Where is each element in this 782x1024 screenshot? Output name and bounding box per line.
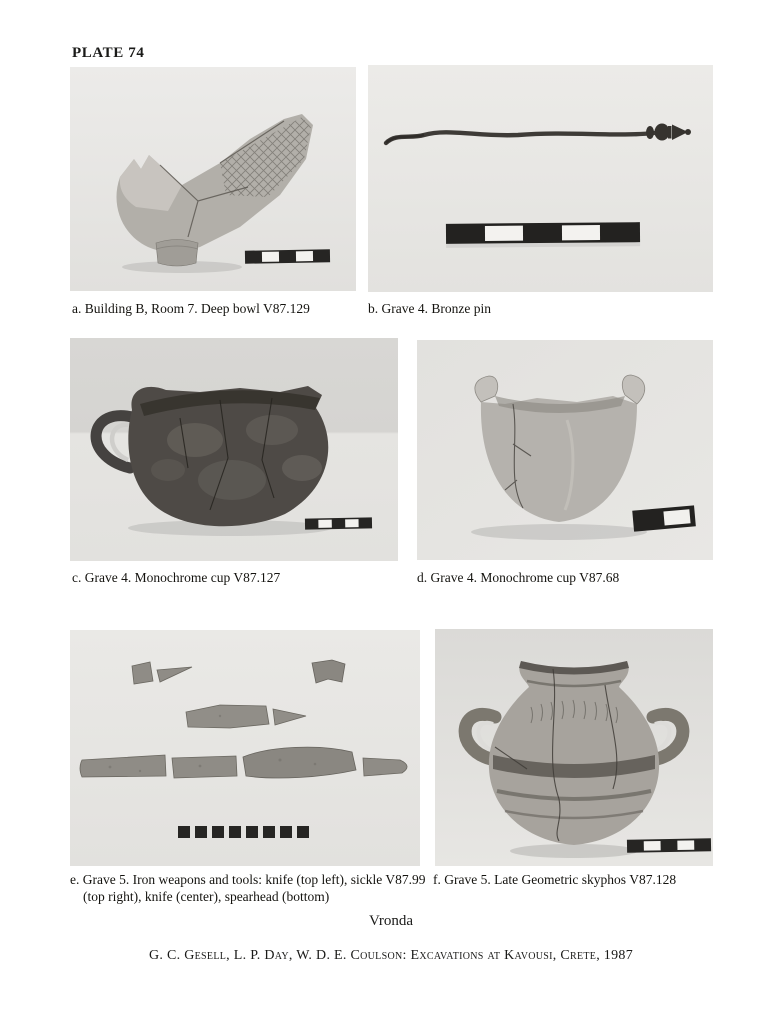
caption-d: d. Grave 4. Monochrome cup V87.68 bbox=[417, 570, 620, 585]
caption-a: a. Building B, Room 7. Deep bowl V87.129 bbox=[72, 301, 310, 316]
site-caption: Vronda bbox=[368, 913, 414, 929]
scale-bar-b bbox=[446, 222, 640, 248]
footer-citation: G. C. Gesell, L. P. Day, W. D. E. Coulson: Excavations at Kavousi, Crete, 1987 bbox=[148, 948, 634, 963]
plate-label: PLATE 74 bbox=[72, 45, 145, 61]
monochrome-cup-illustration-2 bbox=[417, 340, 713, 560]
caption-b: b. Grave 4. Bronze pin bbox=[368, 301, 491, 316]
bronze-pin-illustration bbox=[368, 65, 713, 292]
caption-c: c. Grave 4. Monochrome cup V87.127 bbox=[72, 570, 281, 585]
scale-bar-a bbox=[245, 249, 330, 263]
skyphos-illustration bbox=[435, 629, 713, 866]
iron-weapons-illustration bbox=[70, 630, 420, 866]
monochrome-cup-illustration bbox=[70, 338, 398, 561]
scale-bar-c bbox=[305, 517, 372, 529]
deep-bowl-illustration bbox=[70, 67, 356, 291]
scale-bar-f bbox=[627, 838, 711, 852]
photo-f-skyphos bbox=[435, 629, 713, 866]
photo-d-monochrome-cup bbox=[417, 340, 713, 560]
photo-c-monochrome-cup bbox=[70, 338, 398, 561]
photo-a-deep-bowl bbox=[70, 67, 356, 291]
caption-e: e. Grave 5. Iron weapons and tools: knife (top left), sickle V87.99 (top right), knife (center), spearhead (bottom) bbox=[70, 872, 426, 905]
caption-f: f. Grave 5. Late Geometric skyphos V87.128 bbox=[433, 872, 677, 887]
photo-b-bronze-pin bbox=[368, 65, 713, 292]
photo-e-iron-weapons bbox=[70, 630, 420, 866]
